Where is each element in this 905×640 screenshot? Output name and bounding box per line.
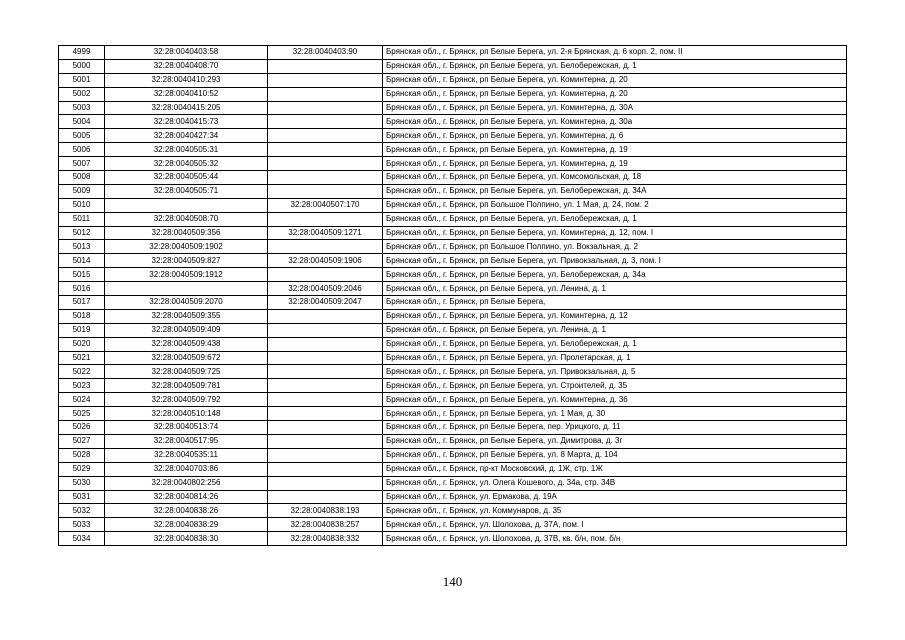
address-cell: Брянская обл., г. Брянск, рп Белые Берега, ул. Коминтерна, д. 20 <box>383 87 847 101</box>
record-number-cell: 5005 <box>59 129 105 143</box>
cadastral-number-cell: 32:28:0040508:70 <box>105 212 268 226</box>
table-row <box>59 198 847 212</box>
related-cadastral-number-cell <box>268 421 383 435</box>
record-number-cell: 5031 <box>59 490 105 504</box>
table-row <box>59 434 847 448</box>
cadastral-number-cell: 32:28:0040703:86 <box>105 462 268 476</box>
table-row <box>59 101 847 115</box>
cadastral-number-cell: 32:28:0040510:148 <box>105 407 268 421</box>
cadastral-number-cell: 32:28:0040415:73 <box>105 115 268 129</box>
related-cadastral-number-cell <box>268 379 383 393</box>
record-number-cell: 5002 <box>59 87 105 101</box>
table-row <box>59 365 847 379</box>
record-number-cell: 5026 <box>59 421 105 435</box>
record-number-cell: 5020 <box>59 337 105 351</box>
address-cell: Брянская обл., г. Брянск, рп Белые Берега, ул. Белобережская, д. 34а <box>383 268 847 282</box>
related-cadastral-number-cell <box>268 59 383 73</box>
cadastral-number-cell: 32:28:0040509:1902 <box>105 240 268 254</box>
cadastral-number-cell: 32:28:0040535:11 <box>105 448 268 462</box>
related-cadastral-number-cell <box>268 268 383 282</box>
record-number-cell: 5029 <box>59 462 105 476</box>
address-cell: Брянская обл., г. Брянск, рп Белые Берега, ул. Коминтерна, д. 20 <box>383 73 847 87</box>
related-cadastral-number-cell <box>268 87 383 101</box>
address-cell: Брянская обл., г. Брянск, рп Белые Берега, ул. Белобережская, д. 1 <box>383 59 847 73</box>
address-cell: Брянская обл., г. Брянск, рп Белые Берега, ул. Ленина, д. 1 <box>383 282 847 296</box>
address-cell: Брянская обл., г. Брянск, ул. Ермакова, д. 19А <box>383 490 847 504</box>
record-number-cell: 5030 <box>59 476 105 490</box>
related-cadastral-number-cell <box>268 323 383 337</box>
related-cadastral-number-cell: 32:28:0040509:2046 <box>268 282 383 296</box>
related-cadastral-number-cell <box>268 212 383 226</box>
related-cadastral-number-cell <box>268 407 383 421</box>
address-cell: Брянская обл., г. Брянск, рп Белые Берега, ул. Привокзальная, д. 5 <box>383 365 847 379</box>
table-row <box>59 268 847 282</box>
address-cell: Брянская обл., г. Брянск, рп Белые Берега, ул. Коминтерна, д. 36 <box>383 393 847 407</box>
related-cadastral-number-cell <box>268 73 383 87</box>
related-cadastral-number-cell: 32:28:0040838:332 <box>268 532 383 546</box>
table-row <box>59 129 847 143</box>
cadastral-number-cell: 32:28:0040509:827 <box>105 254 268 268</box>
related-cadastral-number-cell <box>268 462 383 476</box>
table-row <box>59 393 847 407</box>
cadastral-number-cell: 32:28:0040509:438 <box>105 337 268 351</box>
record-number-cell: 5007 <box>59 157 105 171</box>
record-number-cell: 5033 <box>59 518 105 532</box>
related-cadastral-number-cell: 32:28:0040838:257 <box>268 518 383 532</box>
related-cadastral-number-cell <box>268 393 383 407</box>
related-cadastral-number-cell <box>268 351 383 365</box>
record-number-cell: 5000 <box>59 59 105 73</box>
record-number-cell: 5034 <box>59 532 105 546</box>
record-number-cell: 5010 <box>59 198 105 212</box>
record-number-cell: 4999 <box>59 46 105 60</box>
address-cell: Брянская обл., г. Брянск, рп Большое Полпино, ул. 1 Мая, д. 24, пом. 2 <box>383 198 847 212</box>
table-row <box>59 518 847 532</box>
address-cell: Брянская обл., г. Брянск, рп Белые Берега, ул. Комсомольская, д. 18 <box>383 171 847 185</box>
address-cell: Брянская обл., г. Брянск, рп Белые Берега, ул. Белобережская, д. 1 <box>383 212 847 226</box>
address-cell: Брянская обл., г. Брянск, рп Белые Берега, ул. Белобережская, д. 34А <box>383 184 847 198</box>
related-cadastral-number-cell <box>268 448 383 462</box>
cadastral-number-cell: 32:28:0040509:355 <box>105 309 268 323</box>
cadastral-number-cell: 32:28:0040838:30 <box>105 532 268 546</box>
address-cell: Брянская обл., г. Брянск, рп Белые Берега, ул. Белобережская, д. 1 <box>383 337 847 351</box>
property-register-table <box>58 45 847 546</box>
related-cadastral-number-cell <box>268 115 383 129</box>
record-number-cell: 5011 <box>59 212 105 226</box>
table-row <box>59 337 847 351</box>
address-cell: Брянская обл., г. Брянск, рп Большое Полпино, ул. Вокзальная, д. 2 <box>383 240 847 254</box>
related-cadastral-number-cell <box>268 309 383 323</box>
address-cell: Брянская обл., г. Брянск, рп Белые Берега, ул. Коминтерна, д. 19 <box>383 143 847 157</box>
table-row <box>59 448 847 462</box>
address-cell: Брянская обл., г. Брянск, ул. Шолохова, д. 37В, кв. б/н, пом. б/н <box>383 532 847 546</box>
table-row <box>59 226 847 240</box>
table-row <box>59 143 847 157</box>
address-cell: Брянская обл., г. Брянск, рп Белые Берега, ул. Коминтерна, д. 12 <box>383 309 847 323</box>
record-number-cell: 5003 <box>59 101 105 115</box>
address-cell: Брянская обл., г. Брянск, рп Белые Берега, ул. Коминтерна, д. 12, пом. I <box>383 226 847 240</box>
table-row <box>59 59 847 73</box>
cadastral-number-cell: 32:28:0040415:205 <box>105 101 268 115</box>
table-row <box>59 115 847 129</box>
record-number-cell: 5025 <box>59 407 105 421</box>
cadastral-number-cell <box>105 198 268 212</box>
table-row <box>59 490 847 504</box>
address-cell: Брянская обл., г. Брянск, рп Белые Берега, ул. Коминтерна, д. 30А <box>383 101 847 115</box>
table-row <box>59 323 847 337</box>
record-number-cell: 5018 <box>59 309 105 323</box>
record-number-cell: 5004 <box>59 115 105 129</box>
cadastral-number-cell: 32:28:0040517:95 <box>105 434 268 448</box>
related-cadastral-number-cell <box>268 143 383 157</box>
cadastral-number-cell: 32:28:0040509:1912 <box>105 268 268 282</box>
related-cadastral-number-cell: 32:28:0040507:170 <box>268 198 383 212</box>
table-row <box>59 212 847 226</box>
page-number: 140 <box>442 574 463 589</box>
cadastral-number-cell: 32:28:0040509:409 <box>105 323 268 337</box>
related-cadastral-number-cell <box>268 240 383 254</box>
cadastral-number-cell: 32:28:0040802:256 <box>105 476 268 490</box>
table-row <box>59 504 847 518</box>
related-cadastral-number-cell: 32:28:0040403:90 <box>268 46 383 60</box>
record-number-cell: 5023 <box>59 379 105 393</box>
cadastral-number-cell: 32:28:0040410:293 <box>105 73 268 87</box>
related-cadastral-number-cell <box>268 337 383 351</box>
record-number-cell: 5019 <box>59 323 105 337</box>
table-row <box>59 476 847 490</box>
table-row <box>59 240 847 254</box>
record-number-cell: 5032 <box>59 504 105 518</box>
record-number-cell: 5006 <box>59 143 105 157</box>
table-row <box>59 351 847 365</box>
table-row <box>59 171 847 185</box>
table-row <box>59 73 847 87</box>
address-cell: Брянская обл., г. Брянск, пр-кт Московский, д. 1Ж, стр. 1Ж <box>383 462 847 476</box>
table-row <box>59 296 847 310</box>
record-number-cell: 5009 <box>59 184 105 198</box>
address-cell: Брянская обл., г. Брянск, рп Белые Берега, ул. Привокзальная, д. 3, пом. I <box>383 254 847 268</box>
record-number-cell: 5021 <box>59 351 105 365</box>
record-number-cell: 5028 <box>59 448 105 462</box>
related-cadastral-number-cell <box>268 365 383 379</box>
cadastral-number-cell: 32:28:0040814:26 <box>105 490 268 504</box>
table-row <box>59 407 847 421</box>
address-cell: Брянская обл., г. Брянск, рп Белые Берега, ул. Пролетарская, д. 1 <box>383 351 847 365</box>
cadastral-number-cell: 32:28:0040505:71 <box>105 184 268 198</box>
cadastral-number-cell: 32:28:0040505:44 <box>105 171 268 185</box>
cadastral-number-cell: 32:28:0040838:26 <box>105 504 268 518</box>
table-row <box>59 379 847 393</box>
address-cell: Брянская обл., г. Брянск, ул. Олега Кошевого, д. 34а, стр. 34В <box>383 476 847 490</box>
address-cell: Брянская обл., г. Брянск, рп Белые Берега, ул. Димитрова, д. 3г <box>383 434 847 448</box>
address-cell: Брянская обл., г. Брянск, рп Белые Берега, <box>383 296 847 310</box>
record-number-cell: 5008 <box>59 171 105 185</box>
address-cell: Брянская обл., г. Брянск, рп Белые Берега, пер. Урицкого, д. 11 <box>383 421 847 435</box>
table-row <box>59 282 847 296</box>
address-cell: Брянская обл., г. Брянск, рп Белые Берега, ул. Ленина, д. 1 <box>383 323 847 337</box>
table-row <box>59 87 847 101</box>
address-cell: Брянская обл., г. Брянск, рп Белые Берега, ул. 2-я Брянская, д. 6 корп. 2, пом. II <box>383 46 847 60</box>
address-cell: Брянская обл., г. Брянск, рп Белые Берега, ул. Строителей, д. 35 <box>383 379 847 393</box>
table-row <box>59 532 847 546</box>
cadastral-number-cell: 32:28:0040427:34 <box>105 129 268 143</box>
record-number-cell: 5024 <box>59 393 105 407</box>
cadastral-number-cell: 32:28:0040403:58 <box>105 46 268 60</box>
cadastral-number-cell: 32:28:0040509:725 <box>105 365 268 379</box>
address-cell: Брянская обл., г. Брянск, рп Белые Берега, ул. Коминтерна, д. 30а <box>383 115 847 129</box>
register-table-body <box>59 46 847 546</box>
related-cadastral-number-cell <box>268 129 383 143</box>
related-cadastral-number-cell: 32:28:0040509:1906 <box>268 254 383 268</box>
record-number-cell: 5012 <box>59 226 105 240</box>
record-number-cell: 5016 <box>59 282 105 296</box>
table-row <box>59 462 847 476</box>
table-row <box>59 184 847 198</box>
cadastral-number-cell <box>105 282 268 296</box>
record-number-cell: 5013 <box>59 240 105 254</box>
related-cadastral-number-cell <box>268 490 383 504</box>
address-cell: Брянская обл., г. Брянск, рп Белые Берега, ул. Коминтерна, д. 6 <box>383 129 847 143</box>
cadastral-number-cell: 32:28:0040408:70 <box>105 59 268 73</box>
record-number-cell: 5017 <box>59 296 105 310</box>
table-row <box>59 309 847 323</box>
related-cadastral-number-cell <box>268 184 383 198</box>
cadastral-number-cell: 32:28:0040505:31 <box>105 143 268 157</box>
address-cell: Брянская обл., г. Брянск, ул. Шолохова, д. 37А, пом. I <box>383 518 847 532</box>
cadastral-number-cell: 32:28:0040509:672 <box>105 351 268 365</box>
cadastral-number-cell: 32:28:0040509:2070 <box>105 296 268 310</box>
record-number-cell: 5022 <box>59 365 105 379</box>
record-number-cell: 5014 <box>59 254 105 268</box>
cadastral-number-cell: 32:28:0040838:29 <box>105 518 268 532</box>
table-row <box>59 254 847 268</box>
address-cell: Брянская обл., г. Брянск, рп Белые Берега, ул. 1 Мая, д. 30 <box>383 407 847 421</box>
related-cadastral-number-cell: 32:28:0040838:193 <box>268 504 383 518</box>
record-number-cell: 5015 <box>59 268 105 282</box>
table-row <box>59 421 847 435</box>
cadastral-number-cell: 32:28:0040505:32 <box>105 157 268 171</box>
record-number-cell: 5001 <box>59 73 105 87</box>
cadastral-number-cell: 32:28:0040509:356 <box>105 226 268 240</box>
related-cadastral-number-cell <box>268 476 383 490</box>
address-cell: Брянская обл., г. Брянск, рп Белые Берега, ул. Коминтерна, д. 19 <box>383 157 847 171</box>
address-cell: Брянская обл., г. Брянск, рп Белые Берега, ул. 8 Марта, д. 104 <box>383 448 847 462</box>
related-cadastral-number-cell <box>268 101 383 115</box>
cadastral-number-cell: 32:28:0040509:792 <box>105 393 268 407</box>
cadastral-number-cell: 32:28:0040410:52 <box>105 87 268 101</box>
record-number-cell: 5027 <box>59 434 105 448</box>
related-cadastral-number-cell <box>268 171 383 185</box>
table-row <box>59 157 847 171</box>
related-cadastral-number-cell <box>268 434 383 448</box>
cadastral-number-cell: 32:28:0040509:781 <box>105 379 268 393</box>
related-cadastral-number-cell: 32:28:0040509:1271 <box>268 226 383 240</box>
address-cell: Брянская обл., г. Брянск, ул. Коммунаров, д. 35 <box>383 504 847 518</box>
related-cadastral-number-cell: 32:28:0040509:2047 <box>268 296 383 310</box>
related-cadastral-number-cell <box>268 157 383 171</box>
table-row <box>59 46 847 60</box>
cadastral-number-cell: 32:28:0040513:74 <box>105 421 268 435</box>
